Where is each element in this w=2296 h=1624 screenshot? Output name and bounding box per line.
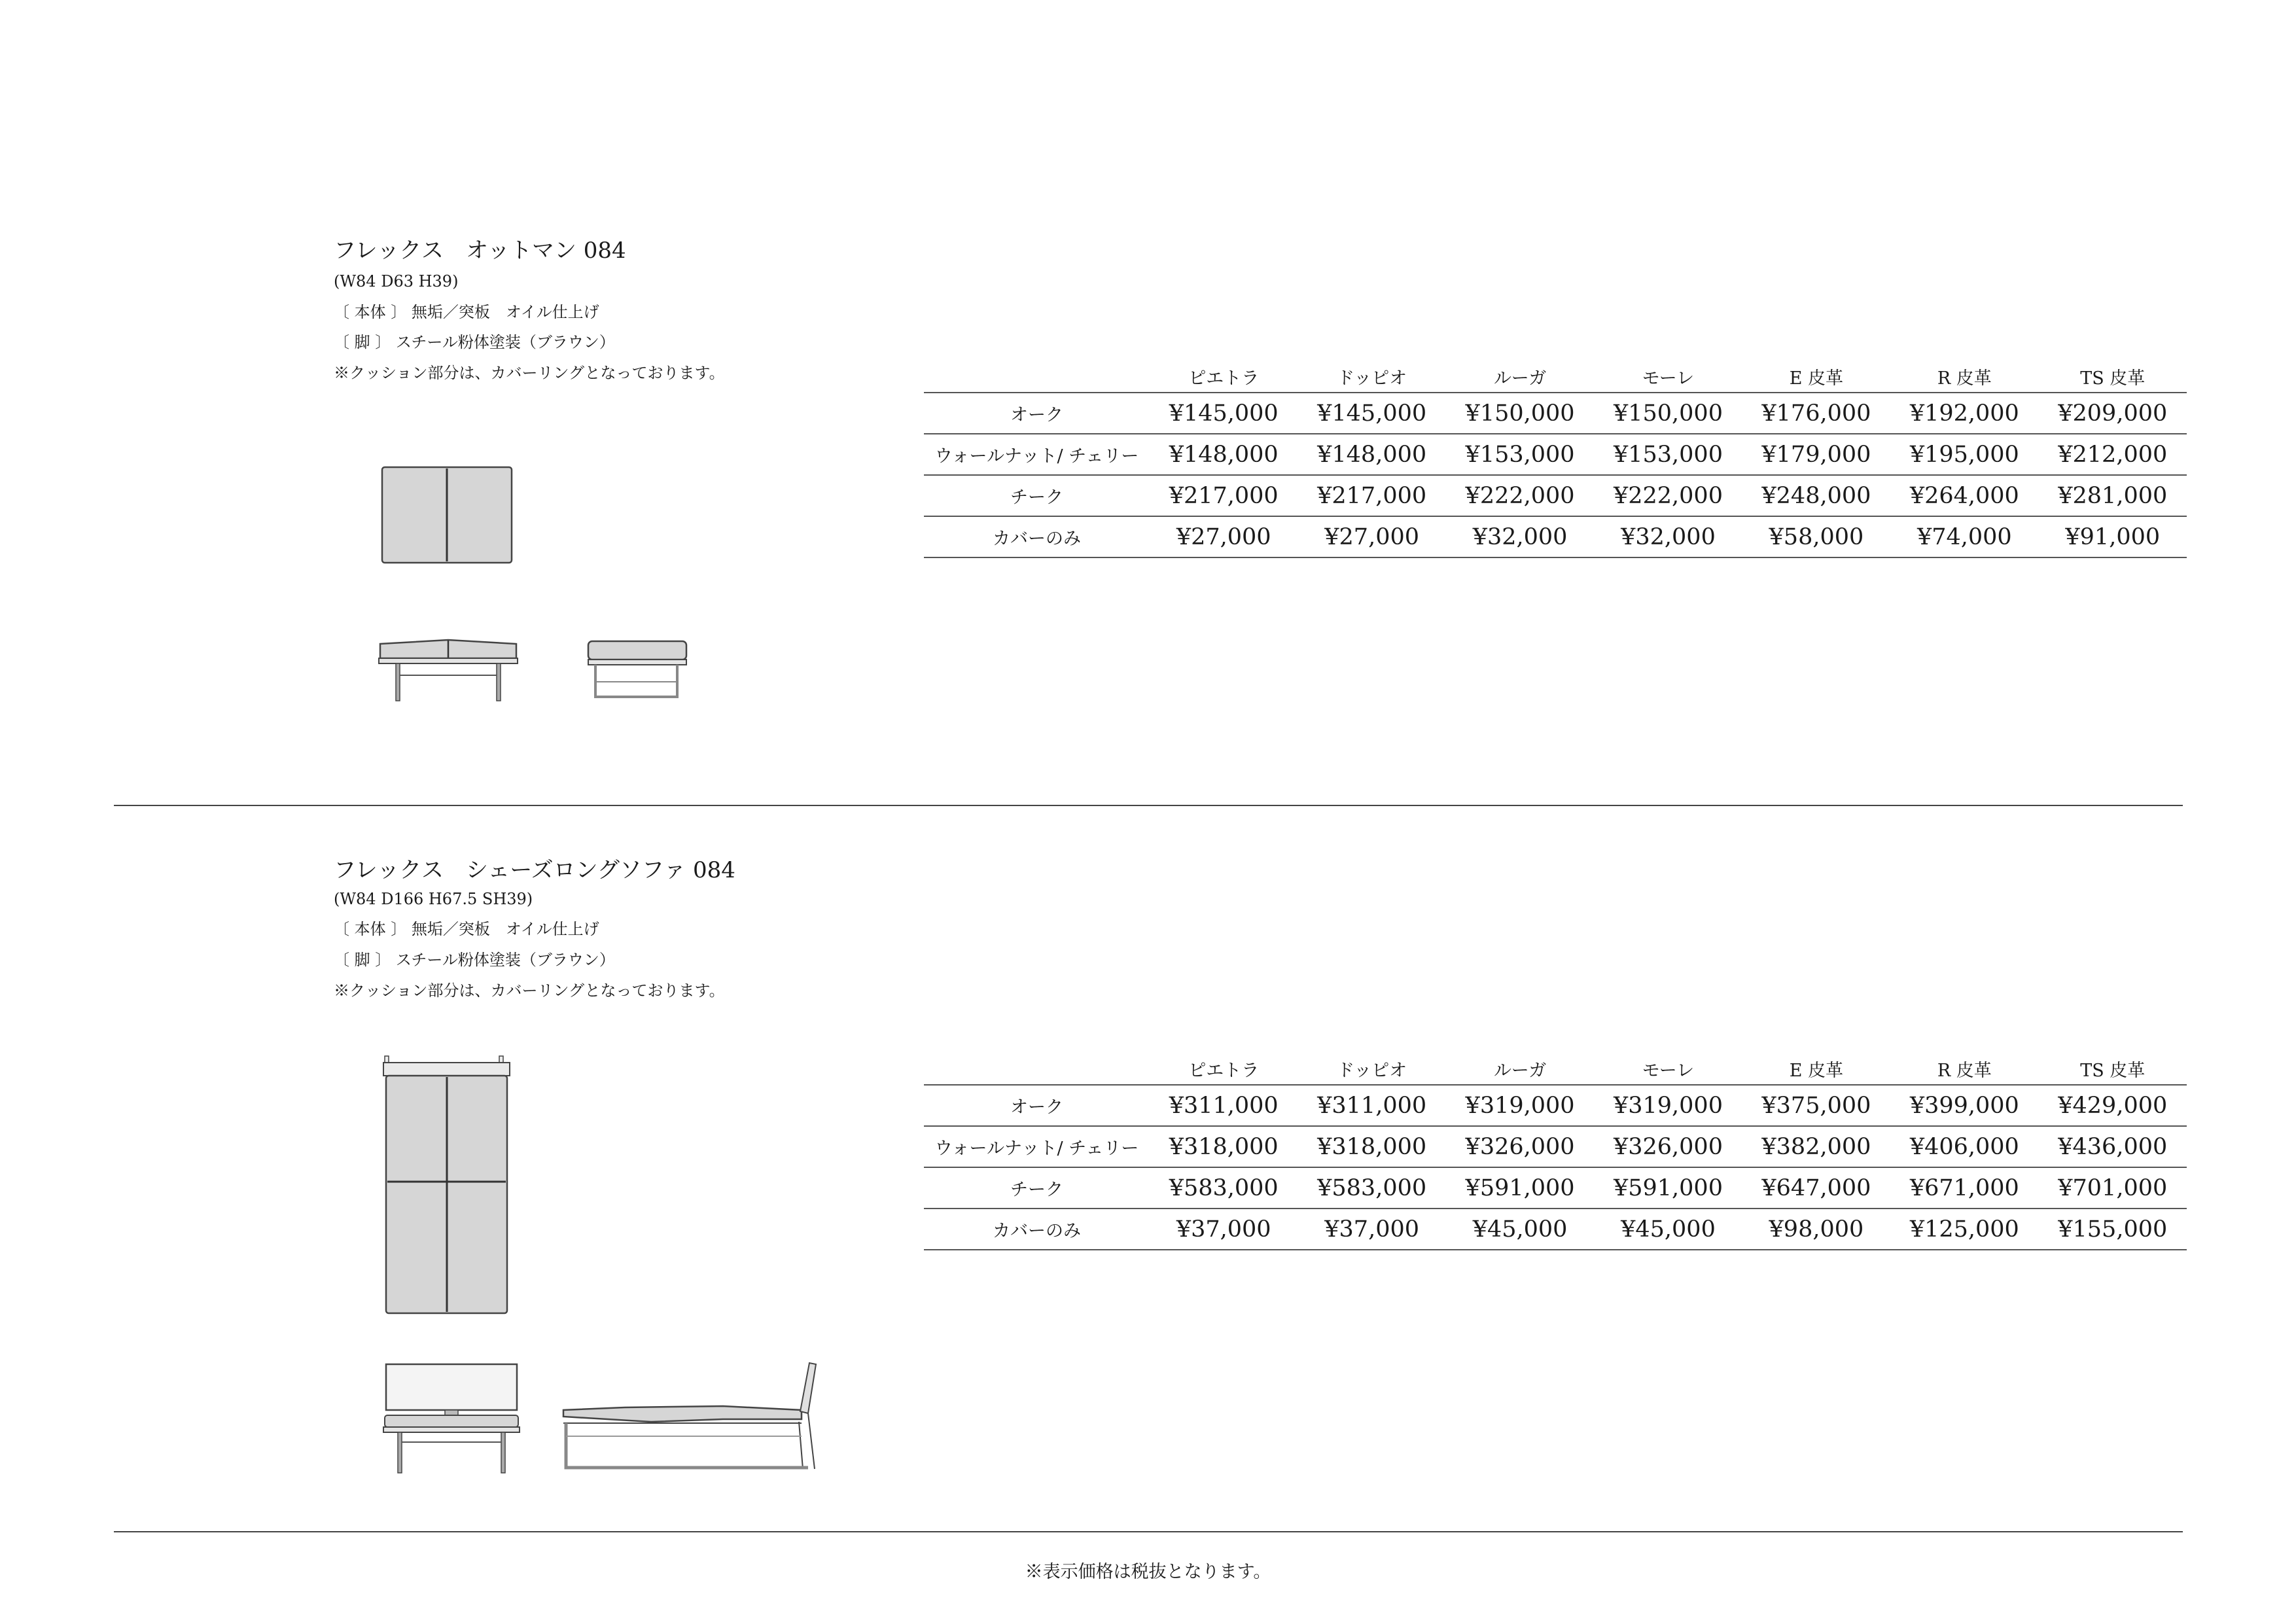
price-cell: ¥647,000 (1742, 1167, 1890, 1209)
column-header: ピエトラ (1188, 1061, 1260, 1081)
price-cell: ¥399,000 (1890, 1085, 2038, 1126)
product-title: フレックス オットマン 084 (334, 238, 626, 264)
product-size: (W84 D63 H39) (334, 272, 459, 291)
price-cell: ¥326,000 (1446, 1126, 1594, 1167)
price-cell: ¥37,000 (1298, 1209, 1445, 1250)
ottoman-price-table (924, 363, 2187, 558)
price-cell: ¥583,000 (1150, 1167, 1298, 1209)
column-header: モーレ (1642, 1061, 1695, 1081)
price-cell: ¥32,000 (1446, 516, 1594, 557)
price-cell: ¥222,000 (1594, 475, 1742, 516)
chaise-front-view-drawing (380, 1361, 523, 1475)
column-header: ピエトラ (1188, 368, 1260, 389)
price-cell: ¥58,000 (1742, 516, 1890, 557)
price-cell: ¥155,000 (2039, 1209, 2187, 1250)
table-row (924, 393, 2187, 434)
ottoman-top-view-drawing (380, 465, 517, 566)
row-label: カバーのみ (924, 1209, 1150, 1250)
price-cell: ¥311,000 (1298, 1085, 1445, 1126)
cushion-note: ※クッション部分は、カバーリングとなっております。 (334, 364, 725, 382)
price-cell: ¥27,000 (1150, 516, 1298, 557)
price-cell: ¥222,000 (1446, 475, 1594, 516)
chaise-top-view-drawing (380, 1053, 520, 1318)
price-cell: ¥318,000 (1150, 1126, 1298, 1167)
table-row (924, 475, 2187, 516)
price-cell: ¥45,000 (1446, 1209, 1594, 1250)
spec-body: 〔 本体 〕 無垢／突板 オイル仕上げ (334, 303, 599, 321)
table-row (924, 1085, 2187, 1126)
chaise-price-table (924, 1055, 2187, 1250)
price-cell: ¥145,000 (1298, 393, 1445, 434)
table-row (924, 434, 2187, 475)
row-label: チーク (924, 475, 1150, 516)
price-cell: ¥91,000 (2039, 516, 2187, 557)
ottoman-side-view-drawing (586, 635, 690, 703)
row-label: ウォールナット/ チェリー (924, 434, 1150, 475)
column-header: ドッピオ (1337, 1061, 1407, 1081)
price-cell: ¥281,000 (2039, 475, 2187, 516)
price-cell: ¥217,000 (1298, 475, 1445, 516)
price-cell: ¥27,000 (1298, 516, 1445, 557)
price-cell: ¥74,000 (1890, 516, 2038, 557)
price-cell: ¥153,000 (1594, 434, 1742, 475)
product-size: (W84 D166 H67.5 SH39) (334, 890, 533, 908)
price-cell: ¥176,000 (1742, 393, 1890, 434)
price-cell: ¥671,000 (1890, 1167, 2038, 1209)
ottoman-front-view-drawing (376, 635, 520, 703)
price-cell: ¥319,000 (1446, 1085, 1594, 1126)
section-divider (114, 805, 2183, 806)
price-cell: ¥45,000 (1594, 1209, 1742, 1250)
price-cell: ¥375,000 (1742, 1085, 1890, 1126)
row-label: オーク (924, 1085, 1150, 1126)
table-row (924, 1126, 2187, 1167)
price-cell: ¥436,000 (2039, 1126, 2187, 1167)
tax-note: ※表示価格は税抜となります。 (1025, 1562, 1271, 1582)
price-cell: ¥326,000 (1594, 1126, 1742, 1167)
price-cell: ¥150,000 (1594, 393, 1742, 434)
price-cell: ¥209,000 (2039, 393, 2187, 434)
price-cell: ¥701,000 (2039, 1167, 2187, 1209)
product-title: フレックス シェーズロングソファ 084 (334, 857, 735, 883)
table-row (924, 516, 2187, 557)
column-header: R 皮革 (1937, 1061, 1992, 1081)
price-cell: ¥591,000 (1446, 1167, 1594, 1209)
price-cell: ¥319,000 (1594, 1085, 1742, 1126)
price-cell: ¥153,000 (1446, 434, 1594, 475)
table-header-corner (924, 1055, 1150, 1085)
price-cell: ¥195,000 (1890, 434, 2038, 475)
row-label: ウォールナット/ チェリー (924, 1126, 1150, 1167)
spec-body: 〔 本体 〕 無垢／突板 オイル仕上げ (334, 920, 599, 938)
cushion-note: ※クッション部分は、カバーリングとなっております。 (334, 981, 725, 1000)
price-cell: ¥382,000 (1742, 1126, 1890, 1167)
table-header-row (924, 1055, 2187, 1085)
price-cell: ¥311,000 (1150, 1085, 1298, 1126)
row-label: カバーのみ (924, 516, 1150, 557)
price-cell: ¥32,000 (1594, 516, 1742, 557)
table-row (924, 1209, 2187, 1250)
price-cell: ¥148,000 (1150, 434, 1298, 475)
column-header: ルーガ (1493, 1061, 1547, 1081)
price-cell: ¥145,000 (1150, 393, 1298, 434)
column-header: TS 皮革 (2080, 368, 2146, 389)
price-cell: ¥217,000 (1150, 475, 1298, 516)
section-divider (114, 1531, 2183, 1532)
price-cell: ¥406,000 (1890, 1126, 2038, 1167)
column-header: ルーガ (1493, 368, 1547, 389)
spec-leg: 〔 脚 〕 スチール粉体塗装（ブラウン） (334, 333, 615, 351)
price-cell: ¥248,000 (1742, 475, 1890, 516)
column-header: E 皮革 (1789, 368, 1844, 389)
chaise-side-view-drawing (559, 1351, 824, 1475)
column-header: R 皮革 (1937, 368, 1992, 389)
spec-leg: 〔 脚 〕 スチール粉体塗装（ブラウン） (334, 951, 615, 969)
price-cell: ¥429,000 (2039, 1085, 2187, 1126)
price-cell: ¥212,000 (2039, 434, 2187, 475)
row-label: チーク (924, 1167, 1150, 1209)
price-cell: ¥192,000 (1890, 393, 2038, 434)
column-header: ドッピオ (1337, 368, 1407, 389)
column-header: E 皮革 (1789, 1061, 1844, 1081)
price-cell: ¥318,000 (1298, 1126, 1445, 1167)
row-label: オーク (924, 393, 1150, 434)
column-header: TS 皮革 (2080, 1061, 2146, 1081)
price-cell: ¥264,000 (1890, 475, 2038, 516)
price-cell: ¥150,000 (1446, 393, 1594, 434)
price-cell: ¥591,000 (1594, 1167, 1742, 1209)
column-header: モーレ (1642, 368, 1695, 389)
price-cell: ¥98,000 (1742, 1209, 1890, 1250)
price-cell: ¥37,000 (1150, 1209, 1298, 1250)
price-cell: ¥148,000 (1298, 434, 1445, 475)
price-cell: ¥583,000 (1298, 1167, 1445, 1209)
price-cell: ¥125,000 (1890, 1209, 2038, 1250)
table-header-row (924, 363, 2187, 393)
table-header-corner (924, 363, 1150, 393)
price-cell: ¥179,000 (1742, 434, 1890, 475)
table-row (924, 1167, 2187, 1209)
